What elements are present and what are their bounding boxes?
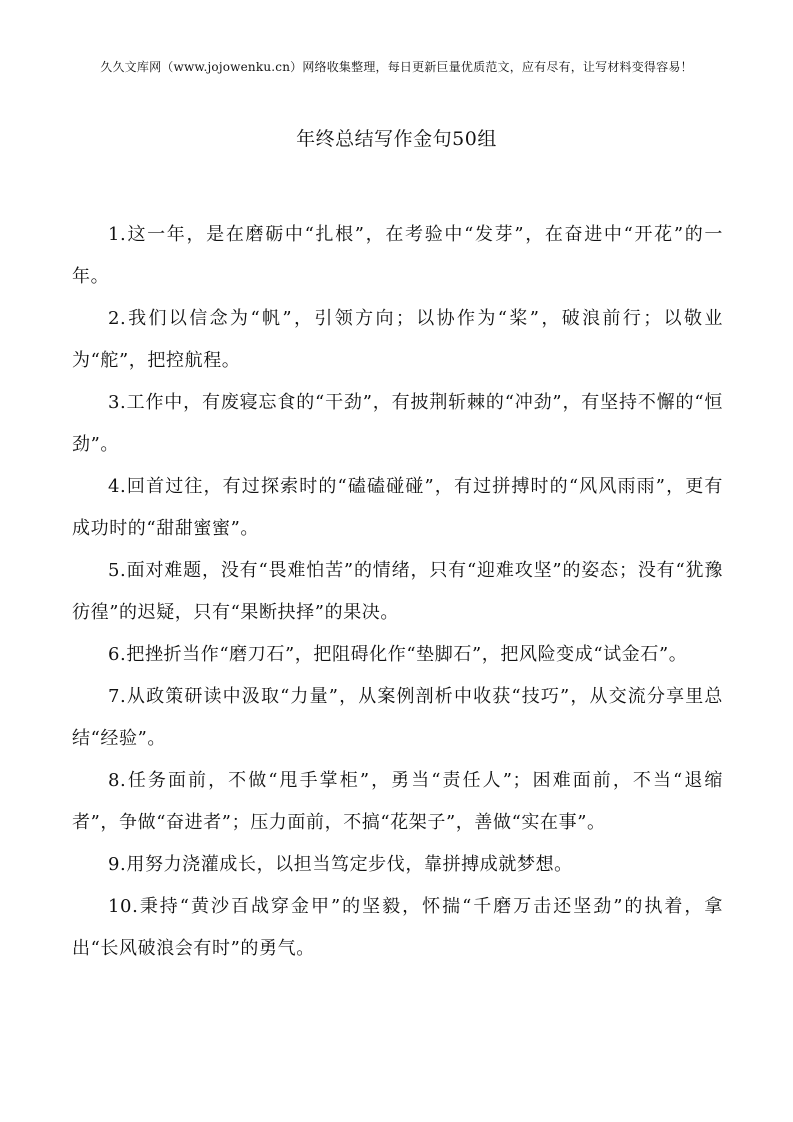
paragraph-4: 4.回首过往，有过探索时的“磕磕碰碰”，有过拼搏时的“风风雨雨”，更有成功时的“甜甜蜜蜜”。 — [72, 476, 723, 539]
paragraph-10: 10.秉持“黄沙百战穿金甲”的坚毅，怀揣“千磨万击还坚劲”的执着，拿出“长风破浪会有时”的勇气。 — [72, 896, 723, 959]
paragraph-7: 7.从政策研读中汲取“力量”，从案例剖析中收获“技巧”，从交流分享里总结“经验”。 — [72, 686, 723, 749]
paragraph-8: 8.任务面前，不做“甩手掌柜”，勇当“责任人”；困难面前，不当“退缩者”，争做“奋进者”；压力面前，不搞“花架子”，善做“实在事”。 — [72, 770, 723, 833]
paragraph-6: 6.把挫折当作“磨刀石”，把阻碍化作“垫脚石”，把风险变成“试金石”。 — [108, 644, 688, 665]
paragraph-3: 3.工作中，有废寝忘食的“干劲”，有披荆斩棘的“冲劲”，有坚持不懈的“恒劲”。 — [72, 392, 723, 455]
paragraph-2: 2.我们以信念为“帆”，引领方向；以协作为“桨”，破浪前行；以敬业为“舵”，把控航程。 — [72, 308, 723, 371]
paragraph-5: 5.面对难题，没有“畏难怕苦”的情绪，只有“迎难攻坚”的姿态；没有“犹豫彷徨”的迟疑，只有“果断抉择”的果决。 — [72, 560, 723, 623]
page-title: 年终总结写作金句50组 — [296, 128, 497, 150]
paragraph-9: 9.用努力浇灌成长，以担当笃定步伐，靠拼搏成就梦想。 — [108, 854, 573, 875]
header-banner: 久久文库网（www.jojowenku.cn）网络收集整理，每日更新巨量优质范文，应有尽有，让写材料变得容易！ — [100, 60, 693, 74]
document-body — [72, 214, 723, 970]
paragraph-1: 1.这一年，是在磨砺中“扎根”，在考验中“发芽”，在奋进中“开花”的一年。 — [72, 224, 723, 287]
